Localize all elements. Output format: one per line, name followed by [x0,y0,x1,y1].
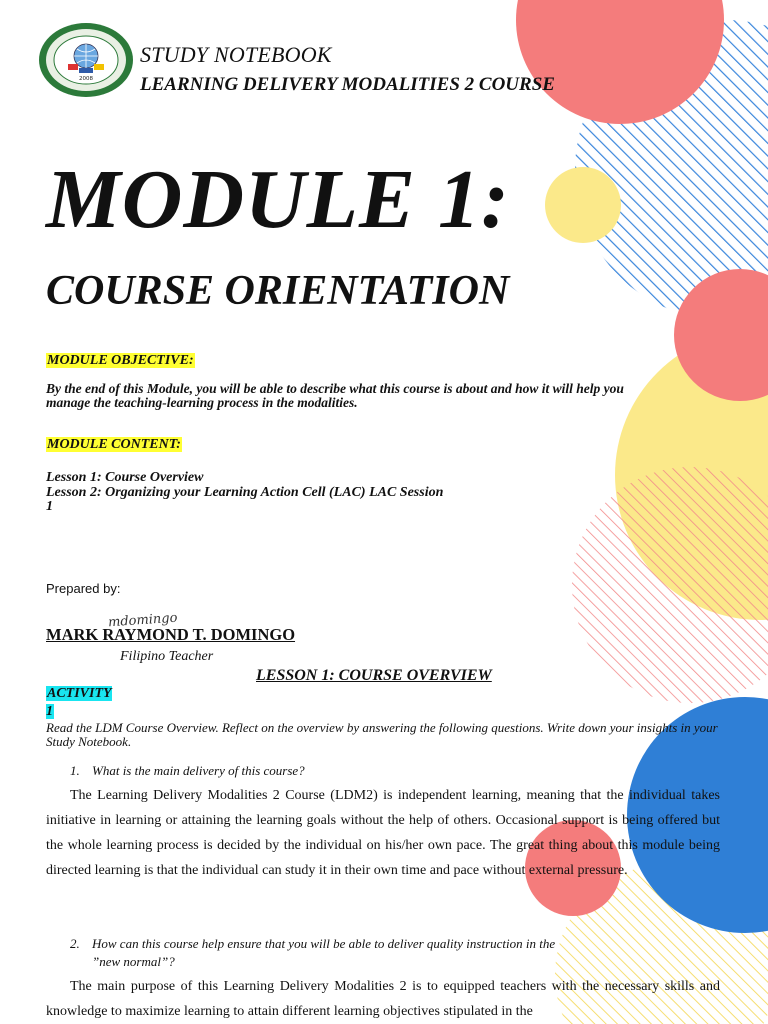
answer-1: The Learning Delivery Modalities 2 Course (LDM2) is independent learning, meaning that the individual takes initiative in learning or attaining the learning goals without the help of others. Occasional support is being offered but the whole learning process is decided by the individual on his/her own pace. The great thing about this module being directed learning is that the individual can study it in their own time and pace without external pressure. [46,788,720,878]
content-heading-text: MODULE CONTENT: [47,437,181,452]
objective-heading [46,353,195,369]
activity-label-text: ACTIVITY 1 [46,686,112,719]
lesson-item: Lesson 2: Organizing your Learning Action Cell (LAC) LAC Session 1 [46,484,444,514]
lesson-heading: LESSON 1: COURSE OVERVIEW [256,667,492,684]
svg-text:2008: 2008 [79,76,93,82]
notebook-label: STUDY NOTEBOOK [140,42,332,67]
content-heading [46,437,182,453]
prepared-by-label: Prepared by: [46,581,121,596]
objective-text: By the end of this Module, you will be able to describe what this course is about and how it will help you manage the teaching-learning process in the modalities. [46,381,624,410]
author-name: MARK RAYMOND T. DOMINGO [46,625,296,644]
question-1 [70,763,305,779]
author-role: Filipino Teacher [120,649,214,664]
lesson-list [46,471,446,515]
module-title: MODULE 1: [46,153,510,246]
question-2 [70,935,670,971]
objective-heading-text: MODULE OBJECTIVE: [47,353,194,368]
question-number: 2. [70,936,80,951]
answer-2: The main purpose of this Learning Delivery Modalities 2 is to equipped teachers with the necessary skills and knowledge to maximize learning to attain different learning objectives stipulated in the [46,979,720,1019]
question-number: 1. [70,763,80,778]
lesson-item: Lesson 1: Course Overview [46,470,204,485]
activity-label [46,685,112,721]
question-text-continued: ”new normal”? [92,954,175,969]
signature: mdomingo [107,610,178,631]
question-text: How can this course help ensure that you will be able to deliver quality instruction in the [92,936,556,951]
course-name: LEARNING DELIVERY MODALITIES 2 COURSE [140,74,555,95]
module-subtitle: COURSE ORIENTATION [46,268,510,314]
question-text: What is the main delivery of this course? [92,763,305,778]
school-seal-logo [38,22,134,98]
activity-instruction: Read the LDM Course Overview. Reflect on the overview by answering the following questions. Write down your insights in your Study Notebook. [46,720,718,749]
